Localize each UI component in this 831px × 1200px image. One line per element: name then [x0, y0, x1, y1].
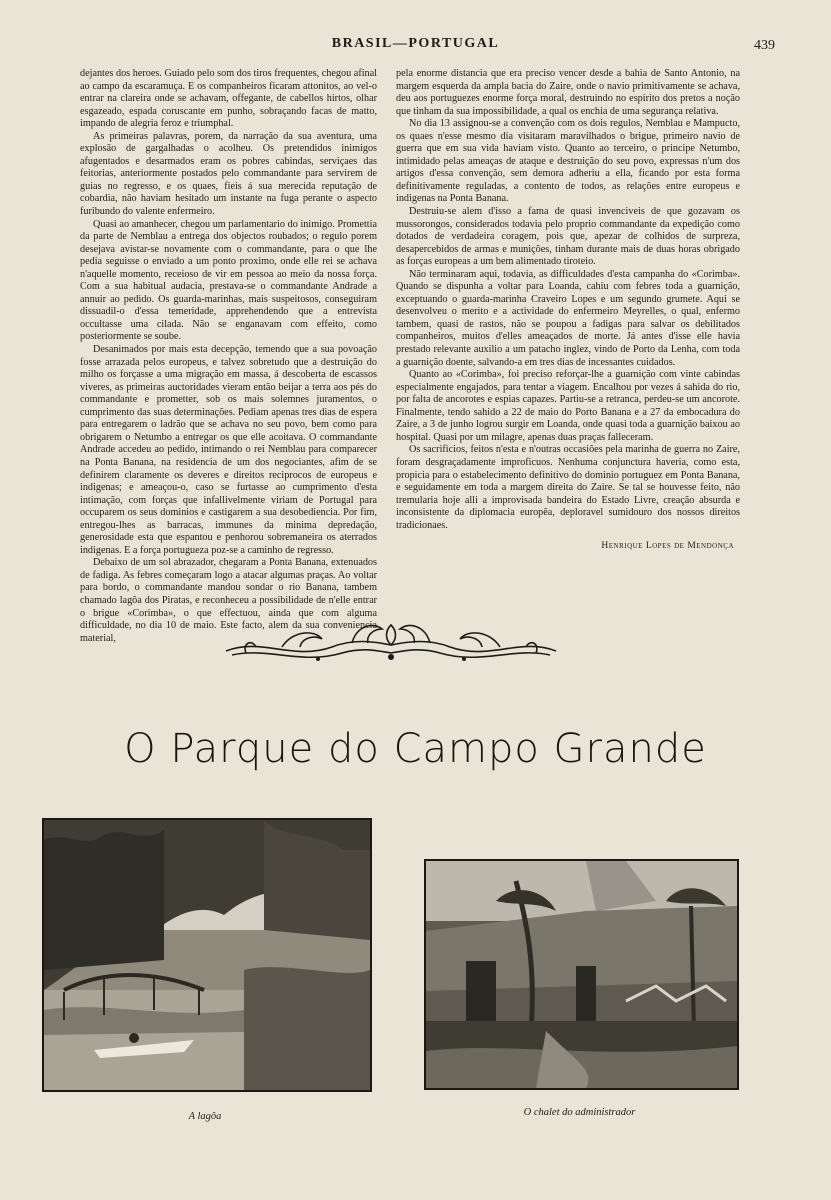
paragraph: Quasi ao amanhecer, chegou um parlamentario do inimigo. Promettia da parte de Nemblau a entrega dos objectos roubados; o regulo porem desejava avistar-se novamente com o commandante, para o que lhe pedia seguisse o enviado a um ponto proximo, onde elle rei se achava n'aquelle momento, receioso de vir em pessoa ao meio da nossa força. Com a sua habitual audacia, prestava-se o commandante Andrade a annuir ao pedido. Os guarda-marinhas, mais suspeitosos, conseguiram dissuadil-o d'essa temeridade, apprehendendo que a entrevista occultasse uma cilada. Não se enganavam com effeito, como posteriormente se soube.	[80, 218, 377, 343]
article-column-right	[396, 68, 740, 553]
chalet-photo-image	[426, 861, 737, 1088]
photo-caption-chalet: O chalet do administrador	[523, 1107, 636, 1118]
article-column-left	[80, 68, 377, 645]
running-title: BRASIL—PORTUGAL	[331, 36, 500, 51]
paragraph: As primeiras palavras, porem, da narração da sua aventura, uma explosão de gargalhadas o acolheu. Os pretendidos inimigos afugentados e desarmados eram os pobres cabindas, serviçaes das feitorias, anteriormente postados pelo commandante para servirem de guias no regresso, e os quaes, fieis á sua merecida reputação de cobardia, não haviam hesitado um instante na fuga perante o aspecto furibundo do valente enfermeiro.	[80, 130, 377, 218]
paragraph: Os sacrificios, feitos n'esta e n'outras occasiões pela marinha de guerra no Zaire, foram desgraçadamente improficuos. Nenhuma conjunctura haveria, como esta, propicia para o estabelecimento definitivo do dominio portuguez em Ponta Banana, e seguidamente em toda a margem direita do Zaire. Se tal se houvesse feito, não tremularia hoje alli a improvisada bandeira do Estado Livre, creação absurda e inconsistente da diplomacia europêa, deploravel sumidouro dos nossos direitos tradicionaes.	[396, 444, 740, 531]
author-signature: Henrique Lopes de Mendonça	[601, 541, 734, 552]
page-number: 439	[754, 38, 775, 53]
paragraph: Quanto ao «Corimba», foi preciso reforçar-lhe a guarnição com vinte cabindas especialmente engajados, para tentar a viagem. Encalhou por vezes á sahida do rio, por falta de ancorotes e espias capazes. Partiu-se a retranca, perdeu-se um ancorote. Finalmente, tendo sahido a 22 de maio do Porto Banana e a 27 da embocadura do Zaire, a 3 de junho logrou surgir em Loanda, onde quasi toda a guarnição baixou ao hospital. Quasi por um milagre, apenas duas praças falleceram.	[396, 369, 740, 443]
paragraph: Debaixo de um sol abrazador, chegaram a Ponta Banana, extenuados de fadiga. As febres começaram logo a atacar algumas praças. Ao voltar para bordo, o commandante mandou sondar o rio Banana, tambem chamado lagôa dos Piratas, e reconheceu a possibilidade de n'elle entrar o brigue «Corimba», o que effectuou, ainda que com alguma difficuldade, no dia 10 de maio. Este facto, alem da sua conveniencia material,	[80, 557, 377, 644]
paragraph: pela enorme distancia que era preciso vencer desde a bahia de Santo Antonio, na margem esquerda da ampla bacia do Zaire, onde o navio primitivamente se achava, deu aos portuguezes enorme força moral, destruindo no espirito dos pretos a noção que tinham da sua impossibilidade, a qual os enchia de uma segurança relativa.	[396, 68, 740, 117]
decorative-ornament	[222, 617, 560, 669]
paragraph: Destruiu-se alem d'isso a fama de quasi invenciveis de que gozavam os mussorongos, considerados todavia pelo proprio commandante da expedição como dotados de verdadeira coragem, pois que, apezar de colhidos de surpreza, desapercebidos de armas e munições, tinham durante mais de duas horas obrigado as forças europeas a um bem alimentado tiroteio.	[396, 206, 740, 268]
paragraph: Desanimados por mais esta decepção, temendo que a sua povoação fosse arrazada pelos europeus, e talvez sobretudo que a destruição do milho os forçasse a uma migração em massa, á descoberta de escassos viveres, as primeiras auctoridades vieram então beijar a terra aos pés do commandante e prometter, sob os mais solemnes juramentos, o cumprimento das suas determinações. Pediam apenas tres dias de espera para entregarem o ladrão que se achava no seu povo, bem como para obrigarem o Netumbo a entregar os que elle acoitava. O commandante Andrade accedeu ao pedido, intimando o rei Nemblau para comparecer na Ponta Banana, na residencia de um dos negociantes, afim de se definirem claramente os deveres e direitos reciprocos de europeus e indigenas; e ameaçou-o, caso se furtasse ao cumprimento d'esta intimação, com forças que infallivelmente viriam de Portugal para occuparem os seus dominios e castigarem a sua desobediencia. Por fim, entregou-lhes as barracas, immunes da minima depredação, generosidade esta que espantou e penhorou sobremaneira os aterrados indigenas. E a força portugueza poz-se a caminho de regresso.	[80, 344, 377, 556]
paragraph: Não terminaram aqui, todavia, as difficuldades d'esta campanha do «Corimba». Quando se dispunha a voltar para Loanda, cahiu com febres toda a guarnição, exceptuando o guarda-marinha Craveiro Lopes e um segundo grumete. Aqui se desenvolveu o merito e a actividade do enfermeiro Meyrelles, o qual, enfermo tambem, quasi de rastos, não se poupou a fadigas para salvar os debilitados companheiros, muitos d'elles ameaçados de morte. Já antes d'isse elle havia prestado relevante auxilio a um patacho inglez, vindo de Porto da Lenha, com toda a guarnição doente, salvando-a em tres dias de incessantes cuidados.	[396, 268, 740, 368]
article-title: O Parque do Campo Grande	[124, 726, 707, 772]
photo-chalet	[424, 859, 739, 1090]
paragraph: No dia 13 assignou-se a convenção com os dois regulos, Nemblau e Mampucto, os quaes n'esse mesmo dia visitaram maravilhados o brigue, primeiro navio de guerra que em sua vida haviam visto. Quanto ao terceiro, o principe Netumbo, intimidado pelas ameaças de ataque e destruição do seu povo, expressas n'um dos artigos d'essa convenção, sem demora adheriu a ella, ficando por esta forma definitivamente reguladas, a contento de todos, as relações entre europeus e indigenas na Ponta Banana.	[396, 118, 740, 205]
paragraph: dejantes dos heroes. Guiado pelo som dos tiros frequentes, chegou afinal ao campo da escaramuça. E os companheiros ficaram attonitos, ao vel-o entrar na clareira onde se achavam, offegante, de cabellos hirtos, olhar esgazeado, espada coruscante em punho, sobraçando facas de matto, impando de alegria feroz e triumphal.	[80, 68, 377, 130]
photo-caption-lake: A lagôa	[188, 1111, 222, 1122]
photo-lake	[42, 818, 372, 1092]
lake-photo-image	[44, 820, 370, 1090]
